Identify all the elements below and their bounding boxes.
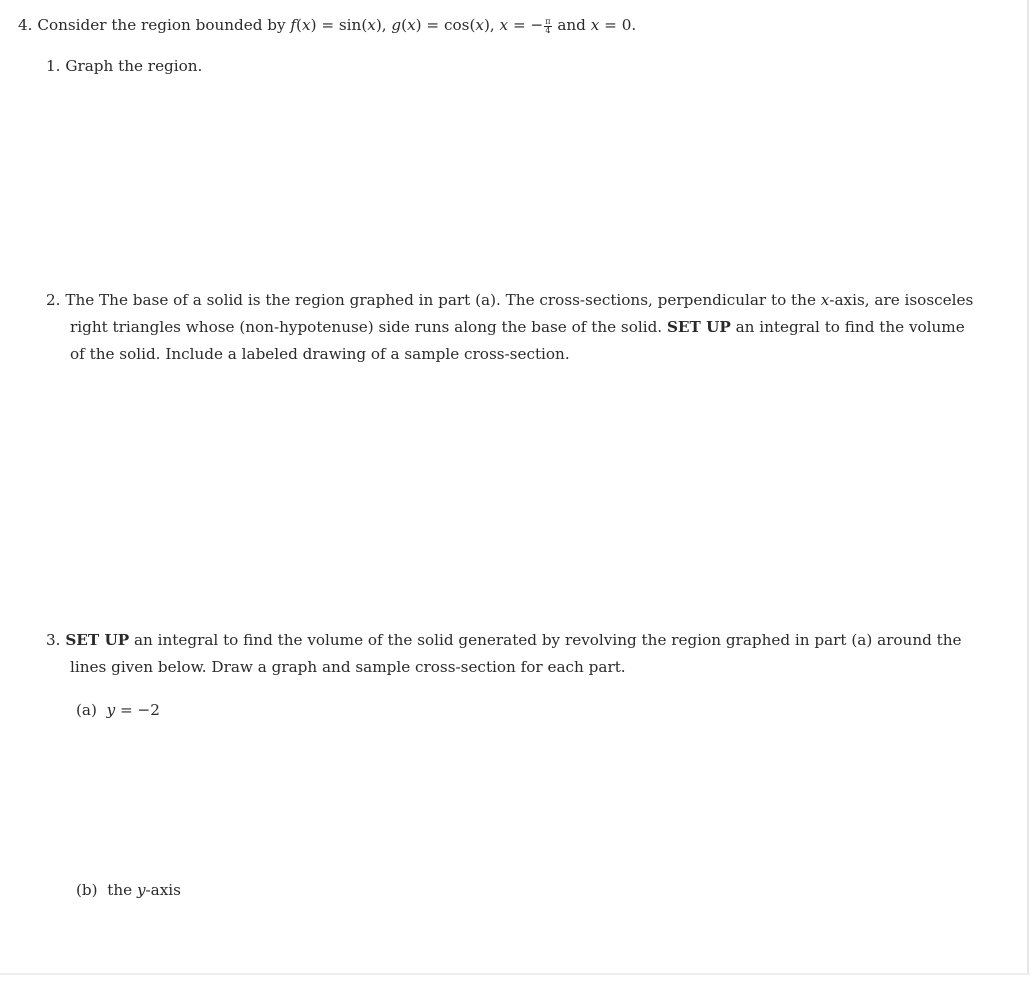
- g-name: g: [391, 16, 402, 34]
- part-1-text: Graph the region.: [65, 57, 203, 75]
- part-3-number: 3.: [46, 631, 61, 649]
- part-2-line-3: of the solid. Include a labeled drawing of a sample cross-section.: [70, 345, 570, 363]
- problem-number: 4.: [18, 16, 33, 34]
- page-edge-bottom: [0, 973, 1030, 975]
- part-1-number: 1.: [46, 57, 61, 75]
- part-2-number: 2.: [46, 291, 61, 309]
- part-2-line-2: right triangles whose (non-hypotenuse) side runs along the base of the solid. SET UP an integral to find the volume: [70, 318, 965, 336]
- part-3-line-2: lines given below. Draw a graph and sample cross-section for each part.: [70, 658, 626, 676]
- problem-statement: 4. Consider the region bounded by f(x) = sin(x), g(x) = cos(x), x = − $\frac{\pi}{4}$ and x = 0.: [18, 16, 637, 35]
- set-up-emphasis: SET UP: [65, 631, 130, 649]
- pi-over-four-fraction: $\frac{\pi}{4}$: [545, 16, 551, 35]
- page-edge-right: [1027, 0, 1029, 975]
- part-3b-label: (b): [76, 881, 98, 899]
- set-up-emphasis: SET UP: [666, 318, 731, 336]
- part-3-line-1: 3. SET UP an integral to find the volume of the solid generated by revolving the region graphed in part (a) around the: [46, 631, 962, 649]
- part-2-line-1: 2. The The base of a solid is the region graphed in part (a). The cross-sections, perpendicular to the x-axis, are isosceles: [46, 291, 974, 309]
- problem-intro: Consider the region bounded by: [37, 16, 286, 34]
- f-name: f: [290, 16, 297, 34]
- part-3a-label: (a): [76, 701, 97, 719]
- part-3b: (b) the y-axis: [76, 881, 181, 899]
- part-3a: (a) y = −2: [76, 701, 160, 719]
- part-1: [46, 53, 202, 80]
